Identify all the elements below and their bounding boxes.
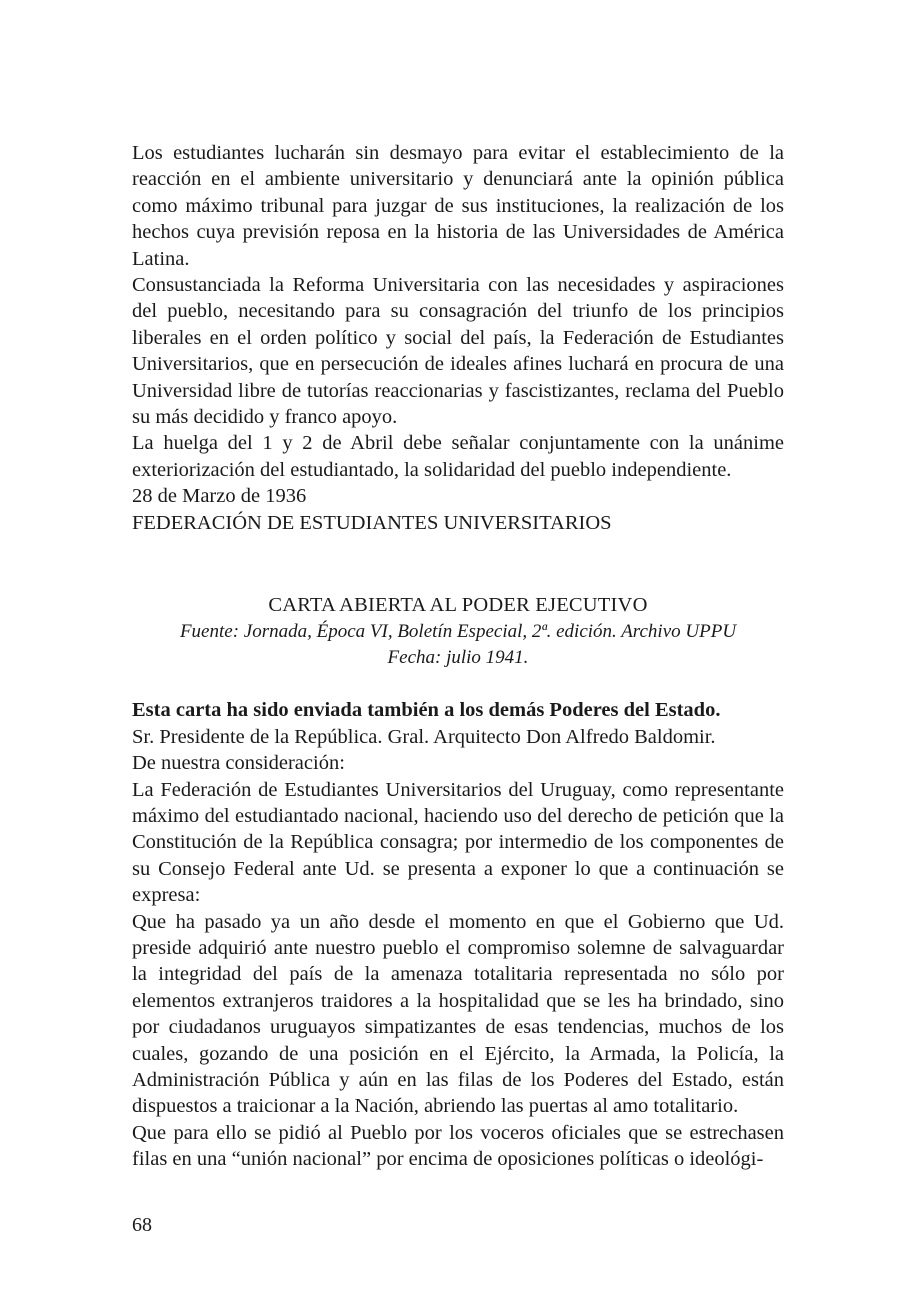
paragraph: Que ha pasado ya un año desde el momento en que el Gobierno que Ud. preside adquirió ante nuestro pueblo el compromiso solemne de salvaguardar la integridad del país de la amenaza totalitaria representada no sólo por elementos extranjeros traidores a la hospitalidad que se les ha brindado, sino por ciudadanos uruguayos simpatizantes de esas tendencias, muchos de los cuales, gozando de una posición en el Ejército, la Armada, la Policía, la Administración Pública y aún en las filas de los Poderes del Estado, están dispuestos a traicionar a la Nación, abriendo las puertas al amo totalitario. (132, 910, 784, 1118)
salutation: De nuestra consideración: (132, 752, 345, 775)
signature: FEDERACIÓN DE ESTUDIANTES UNIVERSITARIOS (132, 511, 612, 534)
bold-note: Esta carta ha sido enviada también a los demás Poderes del Estado. (132, 699, 721, 722)
page-body (132, 140, 784, 1173)
page-number: 68 (132, 1214, 152, 1236)
letter-title: CARTA ABIERTA AL PODER EJECUTIVO (268, 594, 648, 617)
addressee: Sr. Presidente de la República. Gral. Arquitecto Don Alfredo Baldomir. (132, 725, 716, 748)
paragraph: La Federación de Estudiantes Universitarios del Uruguay, como representante máximo del estudiantado nacional, haciendo uso del derecho de petición que la Constitución de la República consagra; por intermedio de los componentes de su Consejo Federal ante Ud. se presenta a exponer lo que a continuación se expresa: (132, 778, 784, 907)
letter-source: Fuente: Jornada, Época VI, Boletín Especial, 2ª. edición. Archivo UPPU (179, 620, 737, 642)
document-date: 28 de Marzo de 1936 (132, 485, 307, 508)
heading-spacer (132, 671, 784, 697)
paragraph: Los estudiantes lucharán sin desmayo para evitar el establecimiento de la reacción en el ambiente universitario y denunciará ante la opinión pública como máximo tribunal para juzgar de sus instituciones, la realización de los hechos cuya previsión reposa en la historia de las Universidades de América Latina. (132, 142, 784, 270)
paragraph: Que para ello se pidió al Pueblo por los voceros oficiales que se estrechasen filas en una “unión nacional” por encima de oposiciones políticas o ideológi- (132, 1121, 784, 1171)
paragraph: Consustanciada la Reforma Universitaria con las necesidades y aspiraciones del pueblo, necesitando para su consagración del triunfo de los principios liberales en el orden político y social del país, la Federación de Estudiantes Universitarios, que en persecución de ideales afines luchará en procura de una Universidad libre de tutorías reaccionarias y fascistizantes, reclama del Pueblo su más decidido y franco apoyo. (132, 274, 784, 429)
section-spacer (132, 536, 784, 592)
letter-date: Fecha: julio 1941. (387, 646, 529, 668)
letter-heading (132, 592, 784, 671)
paragraph: La huelga del 1 y 2 de Abril debe señalar conjuntamente con la unánime exteriorización del estudiantado, la solidaridad del pueblo independiente. (132, 432, 784, 481)
